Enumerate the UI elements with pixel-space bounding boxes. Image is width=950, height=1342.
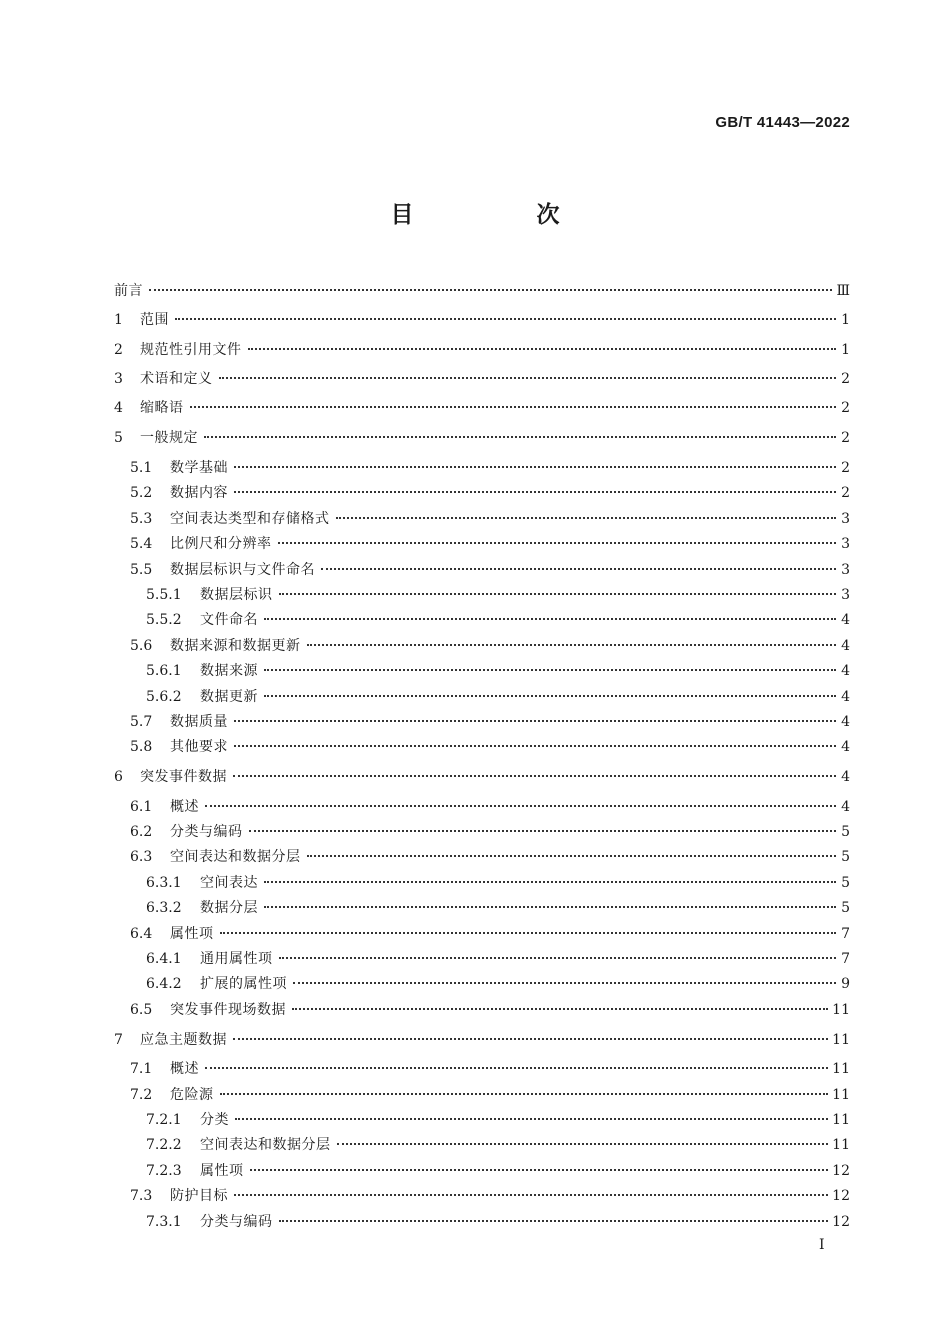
toc-entry-label: 数据更新 <box>200 689 258 705</box>
toc-entry-page: 12 <box>832 1214 850 1230</box>
toc-dot-leader <box>234 466 836 468</box>
toc-entry-label: 数据层标识 <box>200 587 273 603</box>
toc-entry[interactable] <box>114 1211 850 1233</box>
toc-dot-leader <box>279 957 837 959</box>
toc-entry-number: 6.2 <box>130 824 153 840</box>
toc-entry-page: 7 <box>841 926 850 942</box>
toc-entry[interactable] <box>114 427 850 449</box>
toc-entry-number: 4 <box>114 400 123 416</box>
toc-entry-number: 5.5.2 <box>146 612 182 628</box>
toc-dot-leader <box>249 830 837 832</box>
standard-code: GB/T 41443—2022 <box>715 114 850 131</box>
toc-entry[interactable] <box>114 736 850 758</box>
toc-title: 目 次 <box>390 202 610 228</box>
toc-dot-leader <box>149 289 832 291</box>
toc-dot-leader <box>220 1093 829 1095</box>
toc-entry[interactable] <box>114 609 850 631</box>
toc-entry-number: 1 <box>114 312 123 328</box>
toc-entry-label: 数据来源 <box>200 663 258 679</box>
toc-entry-number: 5.6.2 <box>146 689 182 705</box>
toc-dot-leader <box>307 855 837 857</box>
toc-entry[interactable] <box>114 923 850 945</box>
toc-dot-leader <box>279 1220 829 1222</box>
toc-entry-label: 分类与编码 <box>200 1214 273 1230</box>
toc-entry-page: 9 <box>841 976 850 992</box>
toc-entry-label: 应急主题数据 <box>140 1032 227 1048</box>
toc-dot-leader <box>264 906 836 908</box>
toc-entry-page: 2 <box>841 400 850 416</box>
toc-entry[interactable] <box>114 1185 850 1207</box>
toc-entry-page: 1 <box>841 342 850 358</box>
toc-dot-leader <box>264 669 836 671</box>
toc-entry-number: 5.1 <box>130 460 153 476</box>
toc-entry-page: 5 <box>841 849 850 865</box>
toc-entry-label: 属性项 <box>170 926 214 942</box>
toc-entry-number: 5.4 <box>130 536 153 552</box>
toc-entry-number: 6.3.2 <box>146 900 182 916</box>
toc-entry-label: 数据来源和数据更新 <box>170 638 301 654</box>
toc-entry-label: 规范性引用文件 <box>140 342 242 358</box>
toc-entry-page: 3 <box>841 587 850 603</box>
toc-entry-number: 7.2.3 <box>146 1163 182 1179</box>
toc-entry-number: 7.3.1 <box>146 1214 182 1230</box>
toc-entry-page: 5 <box>841 824 850 840</box>
toc-entry-page: 7 <box>841 951 850 967</box>
toc-entry-label: 数据质量 <box>170 714 228 730</box>
toc-entry-page: 12 <box>832 1188 850 1204</box>
toc-dot-leader <box>234 1194 828 1196</box>
toc-entry[interactable] <box>114 1109 850 1131</box>
toc-entry-number: 5.6 <box>130 638 153 654</box>
toc-entry-label: 文件命名 <box>200 612 258 628</box>
toc-dot-leader <box>337 1143 829 1145</box>
toc-entry-label: 突发事件现场数据 <box>170 1002 286 1018</box>
toc-entry-label: 数据层标识与文件命名 <box>170 562 315 578</box>
toc-entry[interactable] <box>114 457 850 479</box>
toc-entry[interactable] <box>114 999 850 1021</box>
toc-entry[interactable] <box>114 660 850 682</box>
toc-entry-label: 概述 <box>170 1061 199 1077</box>
toc-dot-leader <box>235 1118 828 1120</box>
toc-entry-page: 4 <box>841 612 850 628</box>
toc-entry[interactable] <box>114 1134 850 1156</box>
toc-entry-number: 6.4.1 <box>146 951 182 967</box>
toc-entry-page: 11 <box>832 1087 850 1103</box>
toc-entry[interactable] <box>114 1029 850 1051</box>
toc-entry[interactable] <box>114 397 850 419</box>
toc-entry-label: 空间表达 <box>200 875 258 891</box>
toc-dot-leader <box>205 1067 828 1069</box>
toc-entry-page: 2 <box>841 371 850 387</box>
toc-entry-label: 空间表达类型和存储格式 <box>170 511 330 527</box>
toc-entry-page: 11 <box>832 1061 850 1077</box>
toc-entry-page: 3 <box>841 536 850 552</box>
toc-entry-number: 5.5.1 <box>146 587 182 603</box>
toc-dot-leader <box>321 568 836 570</box>
toc-entry-label: 其他要求 <box>170 739 228 755</box>
toc-dot-leader <box>293 982 836 984</box>
toc-entry[interactable] <box>114 635 850 657</box>
toc-entry[interactable] <box>114 846 850 868</box>
toc-dot-leader <box>264 695 836 697</box>
toc-entry-number: 7.2.1 <box>146 1112 182 1128</box>
toc-entry-number: 5 <box>114 430 123 446</box>
toc-entry-page: 11 <box>832 1137 850 1153</box>
toc-entry[interactable] <box>114 821 850 843</box>
toc-dot-leader <box>250 1169 829 1171</box>
toc-entry-number: 6.3 <box>130 849 153 865</box>
toc-dot-leader <box>220 932 837 934</box>
toc-entry[interactable] <box>114 872 850 894</box>
toc-entry-label: 突发事件数据 <box>140 769 227 785</box>
toc-entry-number: 7.2 <box>130 1087 153 1103</box>
toc-entry[interactable] <box>114 533 850 555</box>
toc-entry-number: 5.2 <box>130 485 153 501</box>
toc-entry-number: 6.4 <box>130 926 153 942</box>
toc-entry-number: 3 <box>114 371 123 387</box>
toc-entry-page: 1 <box>841 312 850 328</box>
toc-entry-label: 防护目标 <box>170 1188 228 1204</box>
toc-entry-number: 5.7 <box>130 714 153 730</box>
toc-entry-label: 数据分层 <box>200 900 258 916</box>
toc-entry-label: 术语和定义 <box>140 371 213 387</box>
toc-entry[interactable] <box>114 482 850 504</box>
toc-entry[interactable] <box>114 508 850 530</box>
page-number: I <box>819 1237 825 1253</box>
toc-entry-label: 范围 <box>140 312 169 328</box>
toc-entry-page: 11 <box>832 1032 850 1048</box>
toc-entry-label: 扩展的属性项 <box>200 976 287 992</box>
toc-entry-number: 7.3 <box>130 1188 153 1204</box>
toc-entry-label: 比例尺和分辨率 <box>170 536 272 552</box>
toc-entry[interactable] <box>114 339 850 361</box>
toc-entry-label: 数据内容 <box>170 485 228 501</box>
toc-entry-page: 11 <box>832 1112 850 1128</box>
toc-entry-number: 7.2.2 <box>146 1137 182 1153</box>
toc-entry-number: 5.6.1 <box>146 663 182 679</box>
toc-entry-label: 前言 <box>114 283 143 299</box>
toc-entry-label: 分类 <box>200 1112 229 1128</box>
toc-dot-leader <box>264 881 836 883</box>
toc-entry-number: 6 <box>114 769 123 785</box>
toc-entry[interactable] <box>114 766 850 788</box>
toc-entry-page: 2 <box>841 460 850 476</box>
toc-entry[interactable] <box>114 309 850 331</box>
toc-entry-number: 6.5 <box>130 1002 153 1018</box>
toc-entry-page: 12 <box>832 1163 850 1179</box>
toc-dot-leader <box>307 644 837 646</box>
toc-entry[interactable] <box>114 897 850 919</box>
toc-entry[interactable] <box>114 948 850 970</box>
toc-dot-leader <box>233 775 836 777</box>
toc-entry[interactable] <box>114 1160 850 1182</box>
toc-entry[interactable] <box>114 1084 850 1106</box>
toc-entry-page: 5 <box>841 875 850 891</box>
toc-dot-leader <box>234 491 836 493</box>
toc-entry-page: Ⅲ <box>836 283 850 299</box>
toc-dot-leader <box>219 377 837 379</box>
toc-entry-number: 5.3 <box>130 511 153 527</box>
toc-entry-label: 属性项 <box>200 1163 244 1179</box>
toc-dot-leader <box>205 805 836 807</box>
toc-entry-number: 6.4.2 <box>146 976 182 992</box>
toc-entry-page: 3 <box>841 562 850 578</box>
toc-entry-page: 4 <box>841 638 850 654</box>
toc-entry[interactable] <box>114 973 850 995</box>
toc-entry[interactable] <box>114 711 850 733</box>
toc-entry-page: 4 <box>841 663 850 679</box>
toc-entry-page: 2 <box>841 485 850 501</box>
toc-entry-number: 7 <box>114 1032 123 1048</box>
toc-entry[interactable] <box>114 1058 850 1080</box>
toc-entry-page: 5 <box>841 900 850 916</box>
toc-entry-label: 通用属性项 <box>200 951 273 967</box>
toc-dot-leader <box>278 542 837 544</box>
toc-dot-leader <box>336 517 837 519</box>
toc-entry-page: 4 <box>841 739 850 755</box>
toc-entry-page: 4 <box>841 714 850 730</box>
toc-entry[interactable] <box>114 559 850 581</box>
toc-dot-leader <box>292 1008 828 1010</box>
toc-dot-leader <box>264 618 836 620</box>
toc-entry-page: 4 <box>841 799 850 815</box>
toc-entry-page: 4 <box>841 769 850 785</box>
toc-entry-number: 6.1 <box>130 799 153 815</box>
toc-entry-label: 空间表达和数据分层 <box>200 1137 331 1153</box>
toc-entry-number: 2 <box>114 342 123 358</box>
toc-entry[interactable] <box>114 280 850 302</box>
toc-entry-label: 分类与编码 <box>170 824 243 840</box>
toc-entry-number: 6.3.1 <box>146 875 182 891</box>
toc-entry-page: 3 <box>841 511 850 527</box>
toc-entry-page: 2 <box>841 430 850 446</box>
toc-dot-leader <box>279 593 837 595</box>
toc-entry[interactable] <box>114 368 850 390</box>
toc-dot-leader <box>233 1038 828 1040</box>
toc-entry-page: 4 <box>841 689 850 705</box>
toc-dot-leader <box>204 436 836 438</box>
toc-entry-label: 一般规定 <box>140 430 198 446</box>
toc-dot-leader <box>175 318 836 320</box>
toc-entry-page: 11 <box>832 1002 850 1018</box>
toc-dot-leader <box>234 720 836 722</box>
toc-entry-label: 空间表达和数据分层 <box>170 849 301 865</box>
toc-entry-number: 5.8 <box>130 739 153 755</box>
toc-entry-label: 概述 <box>170 799 199 815</box>
toc-entry-label: 数学基础 <box>170 460 228 476</box>
toc-dot-leader <box>248 348 837 350</box>
toc-entry[interactable] <box>114 686 850 708</box>
toc-entry-number: 5.5 <box>130 562 153 578</box>
toc-dot-leader <box>234 745 836 747</box>
toc-entry-number: 7.1 <box>130 1061 153 1077</box>
toc-dot-leader <box>190 406 837 408</box>
toc-entry-label: 缩略语 <box>140 400 184 416</box>
toc-entry-label: 危险源 <box>170 1087 214 1103</box>
toc-entry[interactable] <box>114 796 850 818</box>
toc-entry[interactable] <box>114 584 850 606</box>
